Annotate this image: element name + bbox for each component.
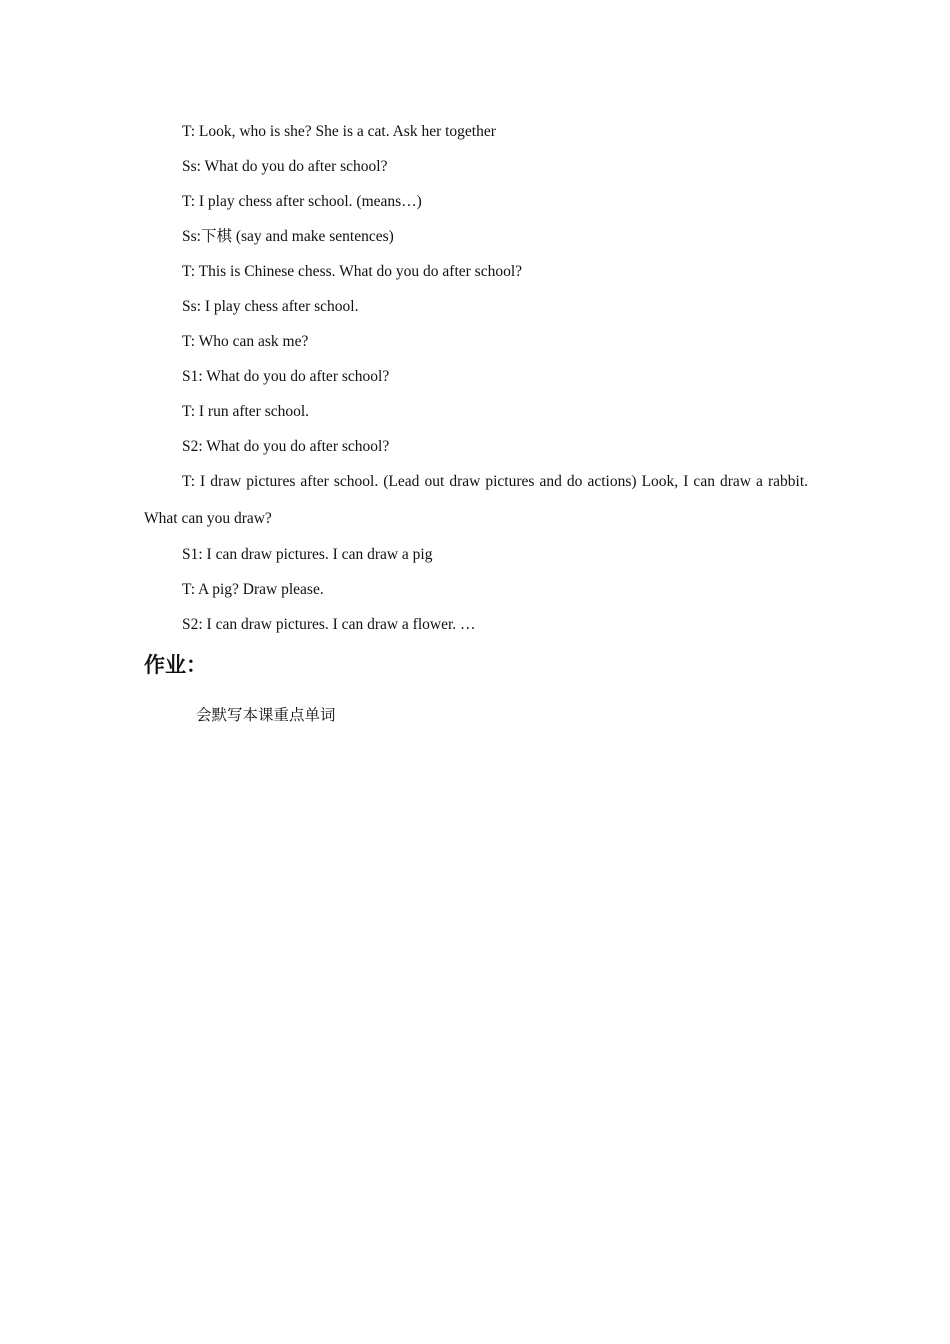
dialogue-line: S1: What do you do after school? bbox=[182, 368, 390, 385]
dialogue-line: Ss:下棋 (say and make sentences) bbox=[182, 228, 394, 245]
lesson-dialogue bbox=[144, 114, 808, 642]
dialogue-line: T: Look, who is she? She is a cat. Ask her together bbox=[182, 123, 496, 140]
homework-text: 会默写本课重点单词 bbox=[196, 706, 336, 724]
homework-heading: 作业： bbox=[144, 653, 207, 677]
dialogue-line: S2: What do you do after school? bbox=[182, 438, 390, 455]
dialogue-line: T: I run after school. bbox=[182, 403, 310, 420]
dialogue-line: Ss: What do you do after school? bbox=[182, 158, 388, 175]
dialogue-line: T: This is Chinese chess. What do you do after school? bbox=[182, 263, 523, 280]
dialogue-line: T: Who can ask me? bbox=[182, 333, 309, 350]
dialogue-line: S2: I can draw pictures. I can draw a flower. … bbox=[182, 616, 476, 633]
dialogue-line: Ss: I play chess after school. bbox=[182, 298, 359, 315]
dialogue-line: T: I play chess after school. (means…) bbox=[182, 193, 422, 210]
dialogue-line: S1: I can draw pictures. I can draw a pig bbox=[182, 546, 433, 563]
dialogue-line: T: I draw pictures after school. (Lead out draw pictures and do actions) Look, I can draw a rabbit. What can you draw? bbox=[144, 473, 808, 527]
dialogue-line: T: A pig? Draw please. bbox=[182, 581, 324, 598]
